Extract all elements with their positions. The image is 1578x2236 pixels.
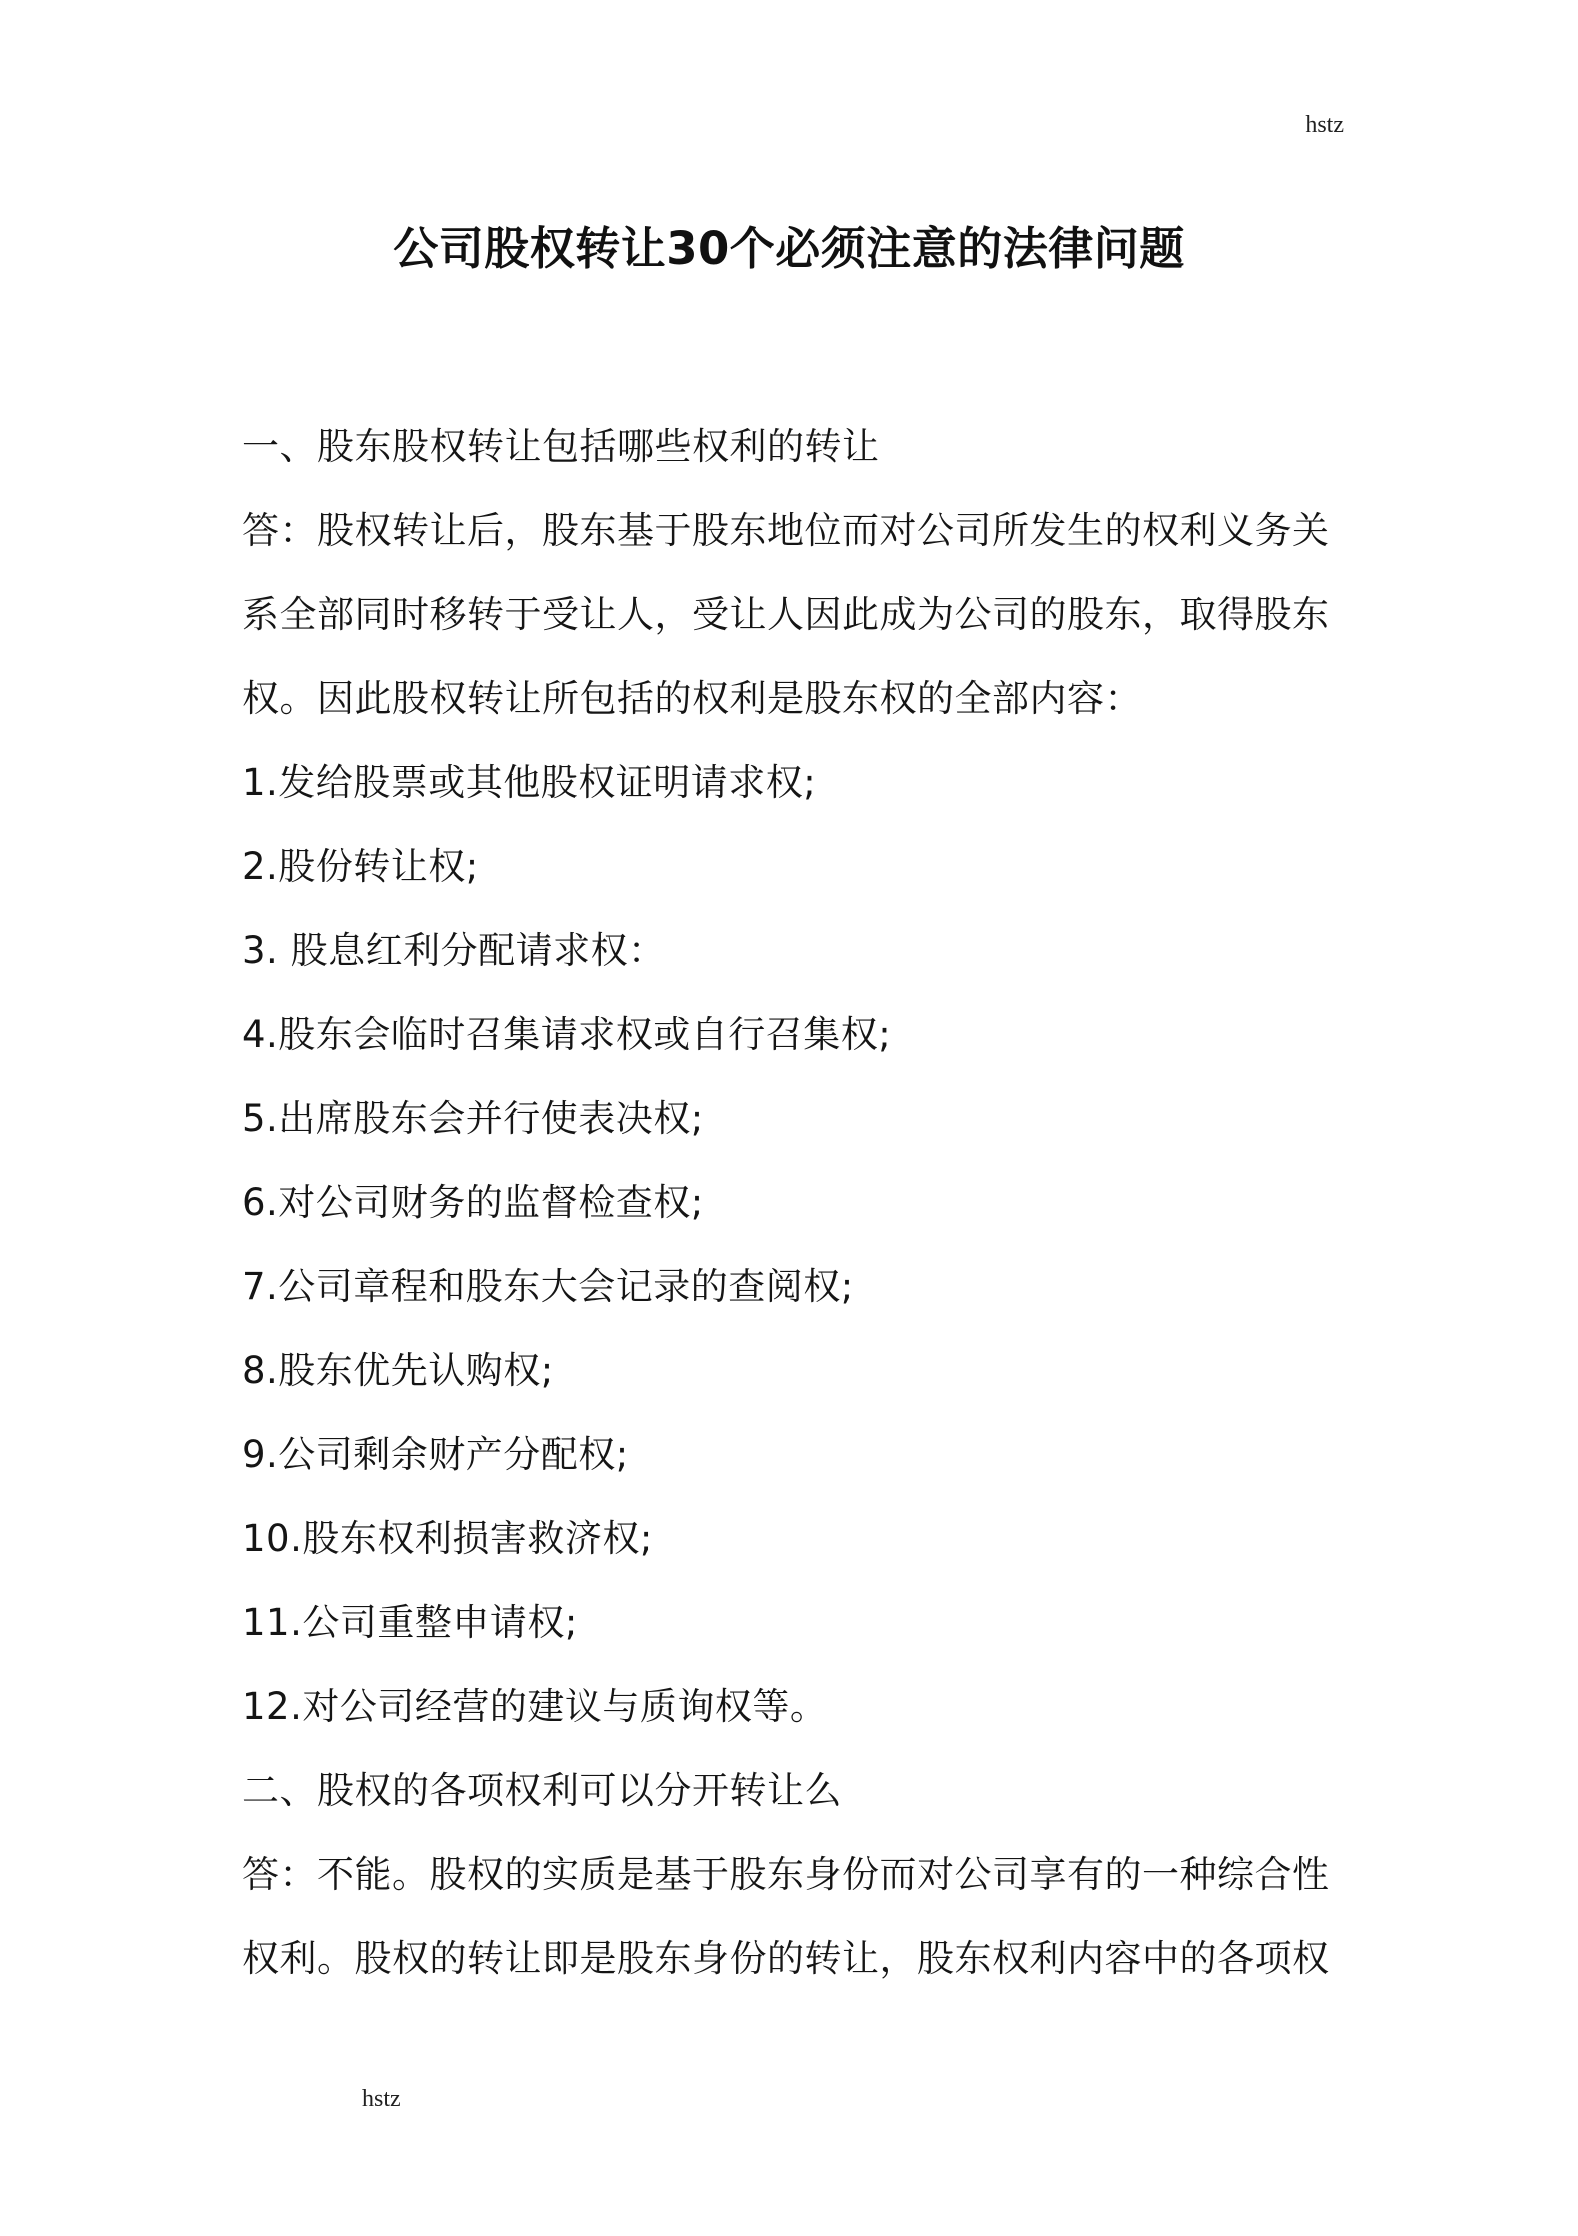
answer-2-line-1: 答：不能。股权的实质是基于股东身份而对公司享有的一种综合性: [242, 1853, 1330, 1896]
header-watermark: hstz: [1305, 112, 1344, 138]
list-item-11: 11.公司重整申请权;: [242, 1601, 578, 1644]
footer-watermark: hstz: [362, 2086, 401, 2112]
list-item-4: 4.股东会临时召集请求权或自行召集权;: [242, 1013, 892, 1056]
answer-line-3: 权。因此股权转让所包括的权利是股东权的全部内容：: [242, 677, 1142, 720]
answer-line-1: 答：股权转让后，股东基于股东地位而对公司所发生的权利义务关: [242, 509, 1330, 552]
document-body: [242, 405, 1342, 2001]
list-item-3: 3. 股息红利分配请求权：: [242, 929, 666, 972]
answer-2-line-2: 权利。股权的转让即是股东身份的转让，股东权利内容中的各项权: [242, 1937, 1330, 1980]
list-item-5: 5.出席股东会并行使表决权;: [242, 1097, 704, 1140]
list-item-12: 12.对公司经营的建议与质询权等。: [242, 1685, 828, 1728]
list-item-2: 2.股份转让权;: [242, 845, 479, 888]
list-item-8: 8.股东优先认购权;: [242, 1349, 554, 1392]
answer-line-2: 系全部同时移转于受让人，受让人因此成为公司的股东，取得股东: [242, 593, 1330, 636]
list-item-9: 9.公司剩余财产分配权;: [242, 1433, 629, 1476]
list-item-6: 6.对公司财务的监督检查权;: [242, 1181, 704, 1224]
document-title: 公司股权转让30个必须注意的法律问题: [393, 222, 1185, 275]
section-heading-2: 二、股权的各项权利可以分开转让么: [242, 1769, 842, 1812]
list-item-1: 1.发给股票或其他股权证明请求权;: [242, 761, 817, 804]
list-item-10: 10.股东权利损害救济权;: [242, 1517, 653, 1560]
section-heading-1: 一、股东股权转让包括哪些权利的转让: [242, 425, 880, 468]
list-item-7: 7.公司章程和股东大会记录的查阅权;: [242, 1265, 854, 1308]
